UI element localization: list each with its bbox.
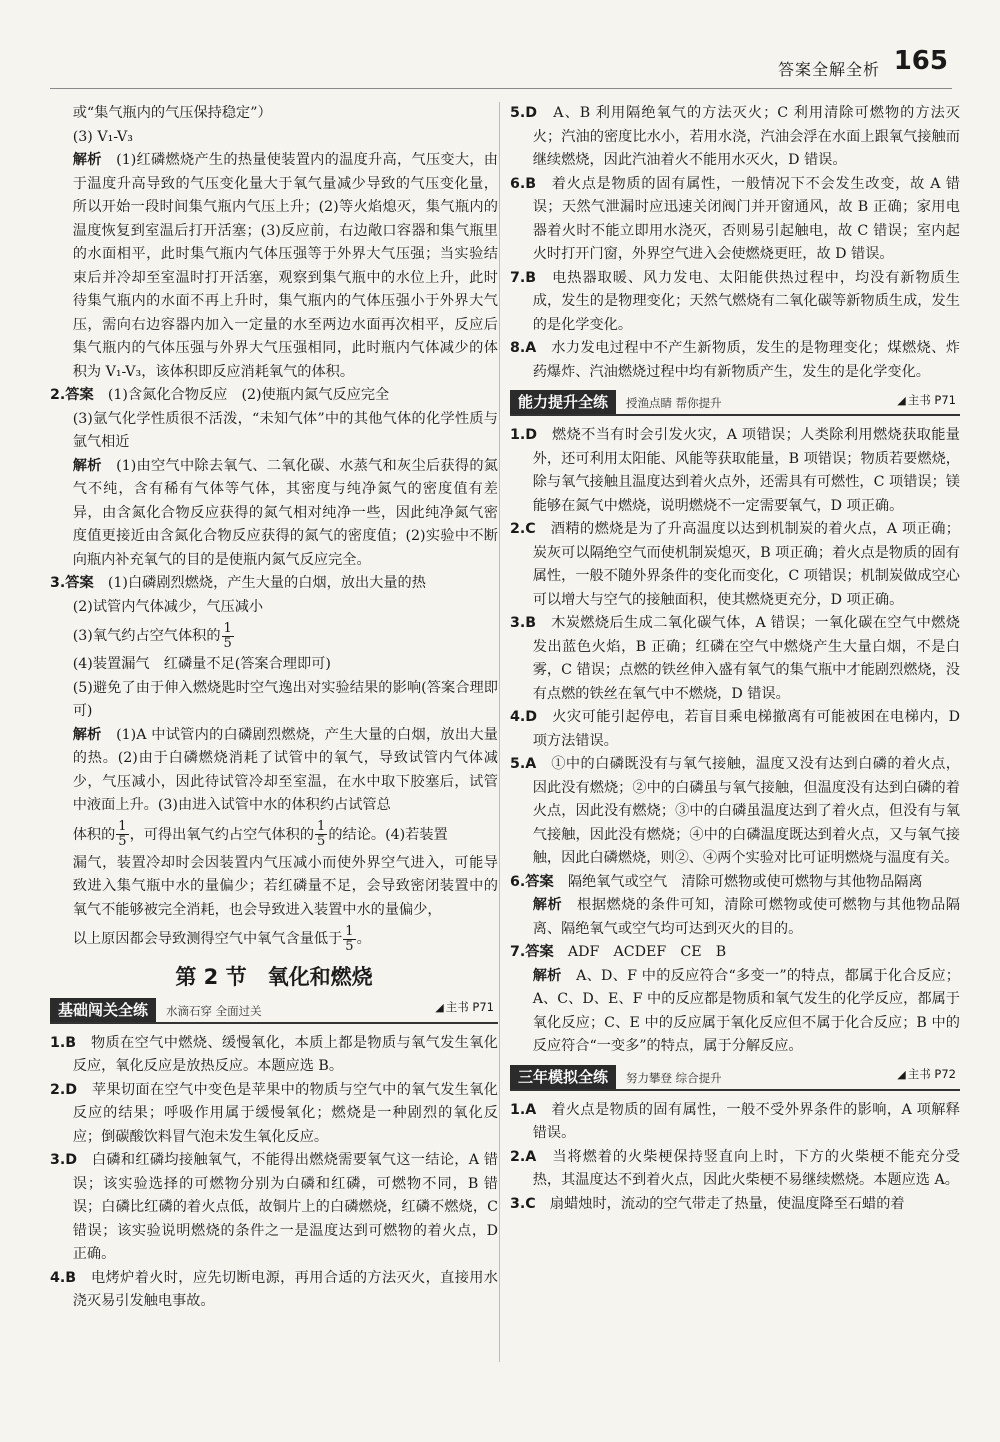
list-item <box>50 1079 498 1150</box>
item-number: 8.A <box>510 340 537 356</box>
q3-analysis-c: 漏气，装置冷却时会因装置内气压减小而使外界空气进入，可能导致进入集气瓶中水的量偏少；若红磷量不足，会导致密闭装置中的氧气不能够被完全消耗，也会导致进入装置中水的量偏少， <box>72 854 498 918</box>
item-text: 电热器取暖、风力发电、太阳能供热过程中，均没有新物质生成，发生的是物理变化；天然气燃烧有二氧化碳等新物质生成，发生的是化学变化。 <box>532 269 960 333</box>
list-item <box>510 706 960 753</box>
column-divider <box>499 102 500 1362</box>
banner-reference-text: 主书 P72 <box>907 1067 956 1081</box>
q3-answer <box>50 572 498 596</box>
banner-three-years <box>510 1065 960 1091</box>
q2-analysis <box>50 455 498 573</box>
item-text: 扇蜡烛时，流动的空气带走了热量，使温度降至石蜡的着 <box>549 1195 905 1212</box>
q3-answer-3-text: (3)氧气约占空气体积的 <box>72 628 221 644</box>
item-text: 酒精的燃烧是为了升高温度以达到机制炭的着火点，A 项正确；炭灰可以隔绝空气而使机制炭熄灭，B 项正确；着火点是物质的固有属性，一般不随外界条件的变化而变化，C 项错误；机制炭做成空心可以增大与空气的接触面积，使其燃烧更充分，D 项正确。 <box>532 521 960 608</box>
fraction-denominator: 5 <box>317 834 326 849</box>
q6-analysis-text: 根据燃烧的条件可知，清除可燃物或使可燃物与其他物品隔离、隔绝氧气或空气均可达到灭火的目的。 <box>532 897 960 937</box>
item-number: 3.B <box>510 615 537 631</box>
fraction-numerator: 1 <box>317 819 326 834</box>
banner-subtitle: 努力攀登 综合提升 <box>626 1070 722 1085</box>
item-number: 3.D <box>50 1152 78 1168</box>
q6-analysis <box>510 894 960 941</box>
q2-number: 2.答案 <box>50 387 94 403</box>
item-text: 当将燃着的火柴梗保持竖直向上时，下方的火柴梗不能充分受热，其温度达不到着火点，因此火柴梗不易继续燃烧。本题应选 A。 <box>532 1148 960 1188</box>
q7-analysis <box>510 965 960 1059</box>
list-item <box>510 267 960 338</box>
banner-basic <box>50 998 498 1024</box>
fraction-one-fifth <box>222 622 234 651</box>
left-column <box>50 102 498 1314</box>
item-text: 水力发电过程中不产生新物质，发生的是物理变化；煤燃烧、炸药爆炸、汽油燃烧过程中均有新物质产生，发生的是化学变化。 <box>532 340 960 380</box>
q7-answer <box>510 941 960 965</box>
q3-analysis-b3: 的结论。(4)若装置 <box>328 826 448 843</box>
list-item <box>510 612 960 706</box>
q3-analysis-d1: 以上原因都会导致测得空气中氧气含量低于 <box>72 931 343 947</box>
analysis-label: 解析 <box>72 457 102 474</box>
analysis-label: 解析 <box>72 726 102 743</box>
header-title: 答案全解全析 <box>777 60 880 79</box>
q1-analysis-text: (1)红磷燃烧产生的热量使装置内的温度升高，气压变大，由于温度升高导致的气压变化量大于氧气量减少导致的气压变化量，所以开始一段时间集气瓶内气压上升；(2)等火焰熄灭，集气瓶内的温度恢复到室温后打开活塞；(3)反应前，右边敞口容器和集气瓶里的水面相平，此时集气瓶内气体压强等于外界大气压强；当实验结束后并冷却至室温时打开活塞，观察到集气瓶中的水位上升，此时待集气瓶内的水面不再上升时，集气瓶内的气体压强小于外界大气压，需向右边容器内加入一定量的水至两边水面再次相平，反应后集气瓶内的气体压强与外界大气压强相同，此时瓶内气体减少的体积为 V₁-V₃，该体积即反应消耗氧气的体积。 <box>72 152 498 380</box>
list-item <box>510 1193 960 1217</box>
item-number: 1.A <box>510 1101 537 1118</box>
list-item <box>510 1146 960 1193</box>
banner-subtitle: 水滴石穿 全面过关 <box>166 1003 262 1018</box>
list-item <box>510 518 960 612</box>
banner-title: 基础闯关全练 <box>50 998 156 1022</box>
fraction-denominator: 5 <box>345 938 354 954</box>
analysis-label: 解析 <box>532 967 562 984</box>
q7-analysis-text: A、D、F 中的反应符合“多变一”的特点，都属于化合反应；A、C、D、E、F 中的反应都是物质和氧气发生的化学反应，都属于氧化反应；C、E 中的反应属于氧化反应但不属于化合反应；B 中的反应符合“一变多”的特点，属于分解反应。 <box>532 967 960 1054</box>
right-column <box>510 102 960 1216</box>
q2-answer-2: (3)氩气化学性质很不活泼，“未知气体”中的其他气体的化学性质与氩气相近 <box>72 410 498 450</box>
list-item <box>510 337 960 384</box>
list-item <box>510 753 960 871</box>
section-title: 第 2 节 氧化和燃烧 <box>175 965 373 989</box>
q3-analysis-d2: 。 <box>356 931 371 947</box>
item-number: 3.C <box>510 1195 536 1212</box>
item-text: 隔绝氧气或空气 清除可燃物或使可燃物与其他物品隔离 <box>567 873 923 890</box>
item-text: 木炭燃烧后生成二氧化碳气体，A 错误；一氧化碳在空气中燃烧发出蓝色火焰，B 正确；红磷在空气中燃烧产生大量白烟，不是白雾，C 错误；点燃的铁丝伸入盛有氧气的集气瓶中才能剧烈燃烧，没有点燃的铁丝在氧气中不燃烧，D 错误。 <box>532 615 960 702</box>
banner-reference <box>897 389 956 413</box>
fraction-denominator: 5 <box>118 834 127 849</box>
fraction-numerator: 1 <box>223 620 232 636</box>
q3-analysis-b <box>50 818 498 852</box>
item-text: 苹果切面在空气中变色是苹果中的物质与空气中的氧气发生氧化反应的结果；呼吸作用属于缓慢氧化；燃烧是一种剧烈的氧化反应；倒碳酸饮料冒气泡未发生氧化反应。 <box>72 1081 498 1145</box>
q6-answer <box>510 871 960 895</box>
item-text: 着火点是物质的固有属性，一般不受外界条件的影响，A 项解释错误。 <box>532 1101 960 1141</box>
q3-analysis-d <box>50 922 498 956</box>
item-text: 火灾可能引起停电，若盲目乘电梯撤离有可能被困在电梯内，D 项方法错误。 <box>532 709 960 749</box>
item-text: 物质在空气中燃烧、缓慢氧化，本质上都是物质与氧气发生氧化反应，氧化反应是放热反应。本题应选 B。 <box>72 1034 498 1074</box>
analysis-label: 解析 <box>532 897 563 913</box>
item-number: 4.B <box>50 1269 77 1286</box>
item-text: 燃烧不当有时会引发火灾，A 项错误；人类除利用燃烧获取能量外，还可利用太阳能、风能等获取能量，B 项错误；物质若要燃烧，除与氧气接触且温度达到着火点外，还需具有可燃性，C 项错误；镁能够在氮气中燃烧，说明燃烧不一定需要氧气，D 项正确。 <box>532 427 960 514</box>
item-text: 白磷和红磷均接触氧气，不能得出燃烧需要氧气这一结论，A 错误；该实验选择的可燃物分别为白磷和红磷，可燃物不同，B 错误；白磷比红磷的着火点低，故铜片上的白磷燃烧，红磷不燃烧，C 错误；该实验说明燃烧的条件之一是温度达到可燃物的着火点，D 正确。 <box>72 1152 498 1262</box>
item-number: 7.答案 <box>510 944 554 960</box>
item-number: 1.D <box>510 427 538 443</box>
list-item <box>510 102 960 173</box>
q2-analysis-text: (1)由空气中除去氧气、二氧化碳、水蒸气和灰尘后获得的氮气不纯，含有稀有气体等气体，其密度与纯净氮气的密度值有差异，由含氮化合物反应获得的氮气相对纯净一些，因此纯净氮气密度值更接近由含氮化合物反应获得的氮气的密度值；(2)实验中不断向瓶内补充氧气的目的是使瓶内氮气反应完全。 <box>72 457 498 568</box>
item-number: 6.答案 <box>510 873 554 890</box>
q1-analysis <box>50 149 498 384</box>
list-item <box>50 1149 498 1267</box>
item-number: 2.D <box>50 1081 78 1098</box>
list-item <box>50 1267 498 1314</box>
item-text: 着火点是物质的固有属性，一般情况下不会发生改变，故 A 错误；天然气泄漏时应迅速关闭阀门并开窗通风，故 B 正确；家用电器着火时不能立即用水浇灭，否则易引起触电，故 C 错误；室内起火时打开门窗，外界空气进入会使燃烧更旺，故 D 错误。 <box>532 175 960 262</box>
q3-analysis <box>50 724 498 818</box>
q3-answer-3 <box>50 619 498 653</box>
banner-subtitle: 授渔点睛 帮你提升 <box>626 396 722 410</box>
item-text: A、B 利用隔绝氧气的方法灭火；C 利用清除可燃物的方法灭火；汽油的密度比水小，若用水浇，汽油会浮在水面上跟氧气接触而继续燃烧，因此汽油着火不能用水灭火，D 错误。 <box>532 105 960 168</box>
item-number: 2.C <box>510 521 536 537</box>
q3-number: 3.答案 <box>50 575 94 591</box>
item-number: 1.B <box>50 1034 77 1051</box>
list-item <box>50 1032 498 1079</box>
page-number: 165 <box>893 46 948 76</box>
item-number: 4.D <box>510 709 538 725</box>
q3-answer-2: (2)试管内气体减少，气压减小 <box>72 598 264 615</box>
analysis-label: 解析 <box>72 152 102 168</box>
q3-answer-1: (1)白磷剧烈燃烧，产生大量的白烟，放出大量的热 <box>107 575 426 591</box>
pen-icon: ◢ <box>897 1068 906 1081</box>
fraction-one-fifth <box>343 925 355 954</box>
fraction-numerator: 1 <box>118 819 127 834</box>
list-item <box>510 173 960 267</box>
fraction-denominator: 5 <box>223 635 232 651</box>
q1-tail: 或“集气瓶内的气压保持稳定”） <box>72 105 272 121</box>
list-item <box>510 424 960 518</box>
pen-icon: ◢ <box>435 1001 444 1014</box>
item-number: 5.A <box>510 756 537 772</box>
banner-ability <box>510 390 960 416</box>
q2-answer-1: (1)含氮化合物反应 (2)使瓶内氮气反应完全 <box>107 387 390 403</box>
fraction-one-fifth <box>116 820 128 849</box>
item-text: 电烤炉着火时，应先切断电源，再用合适的方法灭火，直接用水浇灭易引发触电事故。 <box>72 1269 498 1309</box>
item-number: 5.D <box>510 105 538 121</box>
q3-analysis-b1: 体积的 <box>72 826 116 843</box>
banner-title: 能力提升全练 <box>510 390 616 414</box>
q3-answer-4: (4)装置漏气 红磷量不足(答案合理即可) <box>72 656 331 672</box>
list-item <box>510 1099 960 1146</box>
banner-reference-text: 主书 P71 <box>907 392 956 407</box>
q3-answer-5: (5)避免了由于伸入燃烧匙时空气逸出对实验结果的影响(答案合理即可) <box>72 679 498 719</box>
header-rule <box>50 88 952 89</box>
item-number: 6.B <box>510 175 537 192</box>
q3-analysis-b2: ，可得出氧气约占空气体积的 <box>129 826 315 843</box>
banner-reference-text: 主书 P71 <box>445 1000 494 1014</box>
banner-title: 三年模拟全练 <box>510 1065 616 1089</box>
fraction-one-fifth <box>315 820 327 849</box>
item-text: ①中的白磷既没有与氧气接触，温度又没有达到白磷的着火点，因此没有燃烧；②中的白磷虽与氧气接触，但温度没有达到白磷的着火点，因此没有燃烧；③中的白磷虽温度达到了着火点，但没有与氧气接触，因此没有燃烧；④中的白磷温度既达到着火点，又与氧气接触，因此白磷燃烧，则②、④两个实验对比可证明燃烧与温度有关。 <box>532 756 960 866</box>
fraction-numerator: 1 <box>345 923 354 939</box>
q2-answer <box>50 384 498 408</box>
banner-reference <box>897 1063 956 1087</box>
item-text: ADF ACDEF CE B <box>567 944 727 960</box>
pen-icon: ◢ <box>897 393 906 407</box>
q1-part3: (3) V₁-V₃ <box>72 128 133 145</box>
q3-analysis-a: (1)A 中试管内的白磷剧烈燃烧，产生大量的白烟，放出大量的热。(2)由于白磷燃烧消耗了试管中的氧气，导致试管内气体减少，气压减小，因此待试管冷却至室温，在水中取下胶塞后，试管中液面上升。(3)由进入试管中水的体积约占试管总 <box>72 726 498 813</box>
banner-reference <box>435 996 494 1020</box>
item-number: 2.A <box>510 1148 537 1165</box>
item-number: 7.B <box>510 269 537 286</box>
